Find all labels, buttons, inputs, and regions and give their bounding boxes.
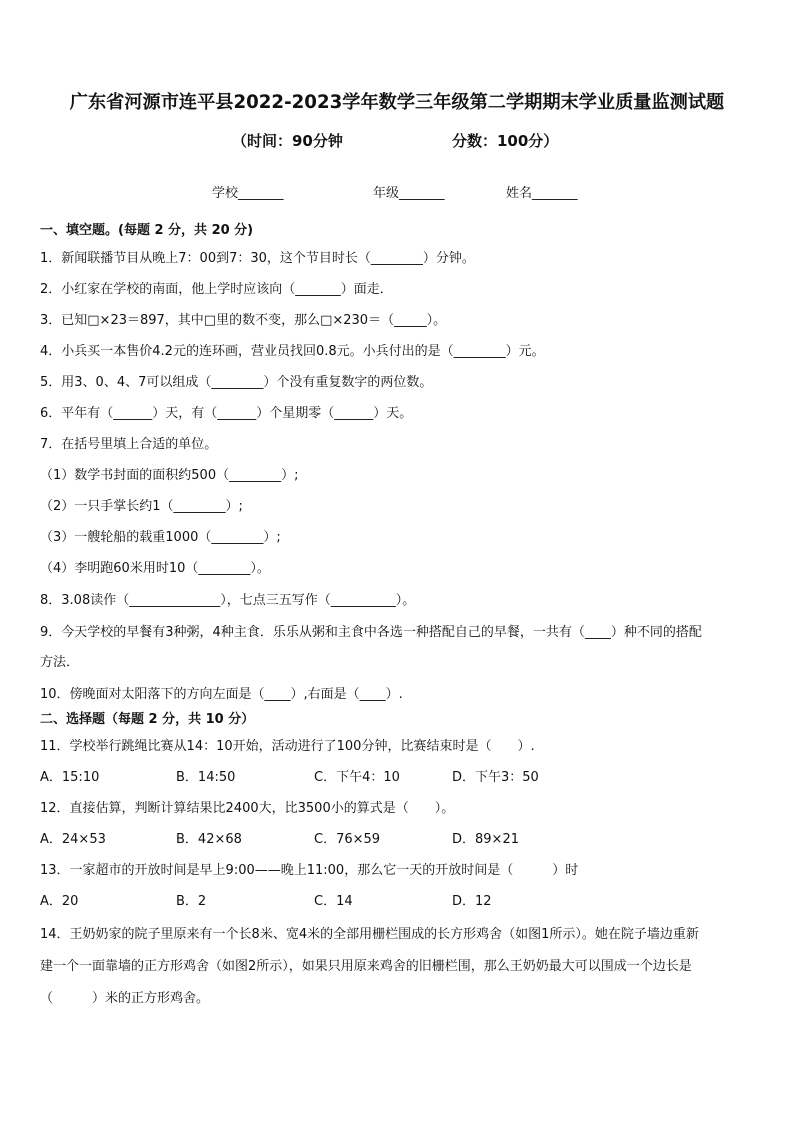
question-10: 10．傍晚面对太阳落下的方向左面是（____）,右面是（____）. (40, 687, 403, 702)
option-c: C．14 (314, 894, 353, 909)
question-9-cont: 方法． (40, 655, 80, 670)
page-title: 广东省河源市连平县2022-2023学年数学三年级第二学期期末学业质量监测试题 (69, 92, 725, 113)
question-7: 7．在括号里填上合适的单位。 (40, 437, 218, 452)
section-heading-fill-blank: 一、填空题。(每题 2 分，共 20 分) (40, 223, 254, 238)
question-7-1: （1）数学书封面的面积约500（________）; (40, 468, 299, 483)
question-4: 4．小兵买一本售价4.2元的连环画，营业员找回0.8元。小兵付出的是（________）元。 (40, 344, 545, 359)
question-3: 3．已知□×23＝897，其中□里的数不变，那么□×230＝（_____）。 (40, 313, 447, 328)
option-a: A．15:10 (40, 770, 100, 785)
grade-field: 年级_______ (373, 186, 445, 201)
question-6: 6．平年有（______）天，有（______）个星期零（______）天。 (40, 406, 413, 421)
time-limit: （时间：90分钟 (232, 132, 343, 150)
total-score: 分数：100分） (452, 132, 559, 150)
question-8: 8．3.08读作（______________），七点三五写作（__________）。 (40, 593, 416, 608)
school-field: 学校_______ (212, 186, 284, 201)
option-b: B．14:50 (176, 770, 236, 785)
question-9: 9．今天学校的早餐有3种粥，4种主食．乐乐从粥和主食中各选一种搭配自己的早餐，一共有（____）种不同的搭配 (40, 625, 702, 640)
question-14: 14．王奶奶家的院子里原来有一个长8米、宽4米的全部用栅栏围成的长方形鸡舍（如图1所示）。她在院子墙边重新 (40, 927, 699, 942)
question-7-4: （4）李明跑60米用时10（________）。 (40, 561, 270, 576)
question-11: 11．学校举行跳绳比赛从14：10开始，活动进行了100分钟，比赛结束时是（ ）. (40, 739, 535, 754)
option-d: D．下午3：50 (452, 770, 539, 785)
question-14-cont-2: （ ）米的正方形鸡舍。 (40, 991, 210, 1006)
question-12: 12．直接估算，判断计算结果比2400大，比3500小的算式是（ ）。 (40, 801, 455, 816)
option-a: A．20 (40, 894, 79, 909)
question-7-3: （3）一艘轮船的载重1000（________）; (40, 530, 281, 545)
option-b: B．2 (176, 894, 207, 909)
option-b: B．42×68 (176, 832, 242, 847)
option-c: C．76×59 (314, 832, 381, 847)
option-d: D．89×21 (452, 832, 519, 847)
option-d: D．12 (452, 894, 492, 909)
question-1: 1．新闻联播节目从晚上7：00到7：30，这个节目时长（________）分钟。 (40, 251, 475, 266)
question-2: 2．小红家在学校的南面，他上学时应该向（_______）面走． (40, 282, 393, 297)
question-5: 5．用3、0、4、7可以组成（________）个没有重复数字的两位数。 (40, 375, 433, 390)
option-c: C．下午4：10 (314, 770, 400, 785)
section-heading-multiple-choice: 二、选择题（每题 2 分，共 10 分） (40, 712, 255, 727)
option-a: A．24×53 (40, 832, 106, 847)
question-13: 13．一家超市的开放时间是早上9:00——晚上11:00，那么它一天的开放时间是（ ）时 (40, 863, 579, 878)
question-14-cont-1: 建一个一面靠墙的正方形鸡舍（如图2所示），如果只用原来鸡舍的旧栅栏围，那么王奶奶最大可以围成一个边长是 (40, 959, 692, 974)
name-field: 姓名_______ (506, 186, 578, 201)
question-7-2: （2）一只手掌长约1（________）; (40, 499, 243, 514)
